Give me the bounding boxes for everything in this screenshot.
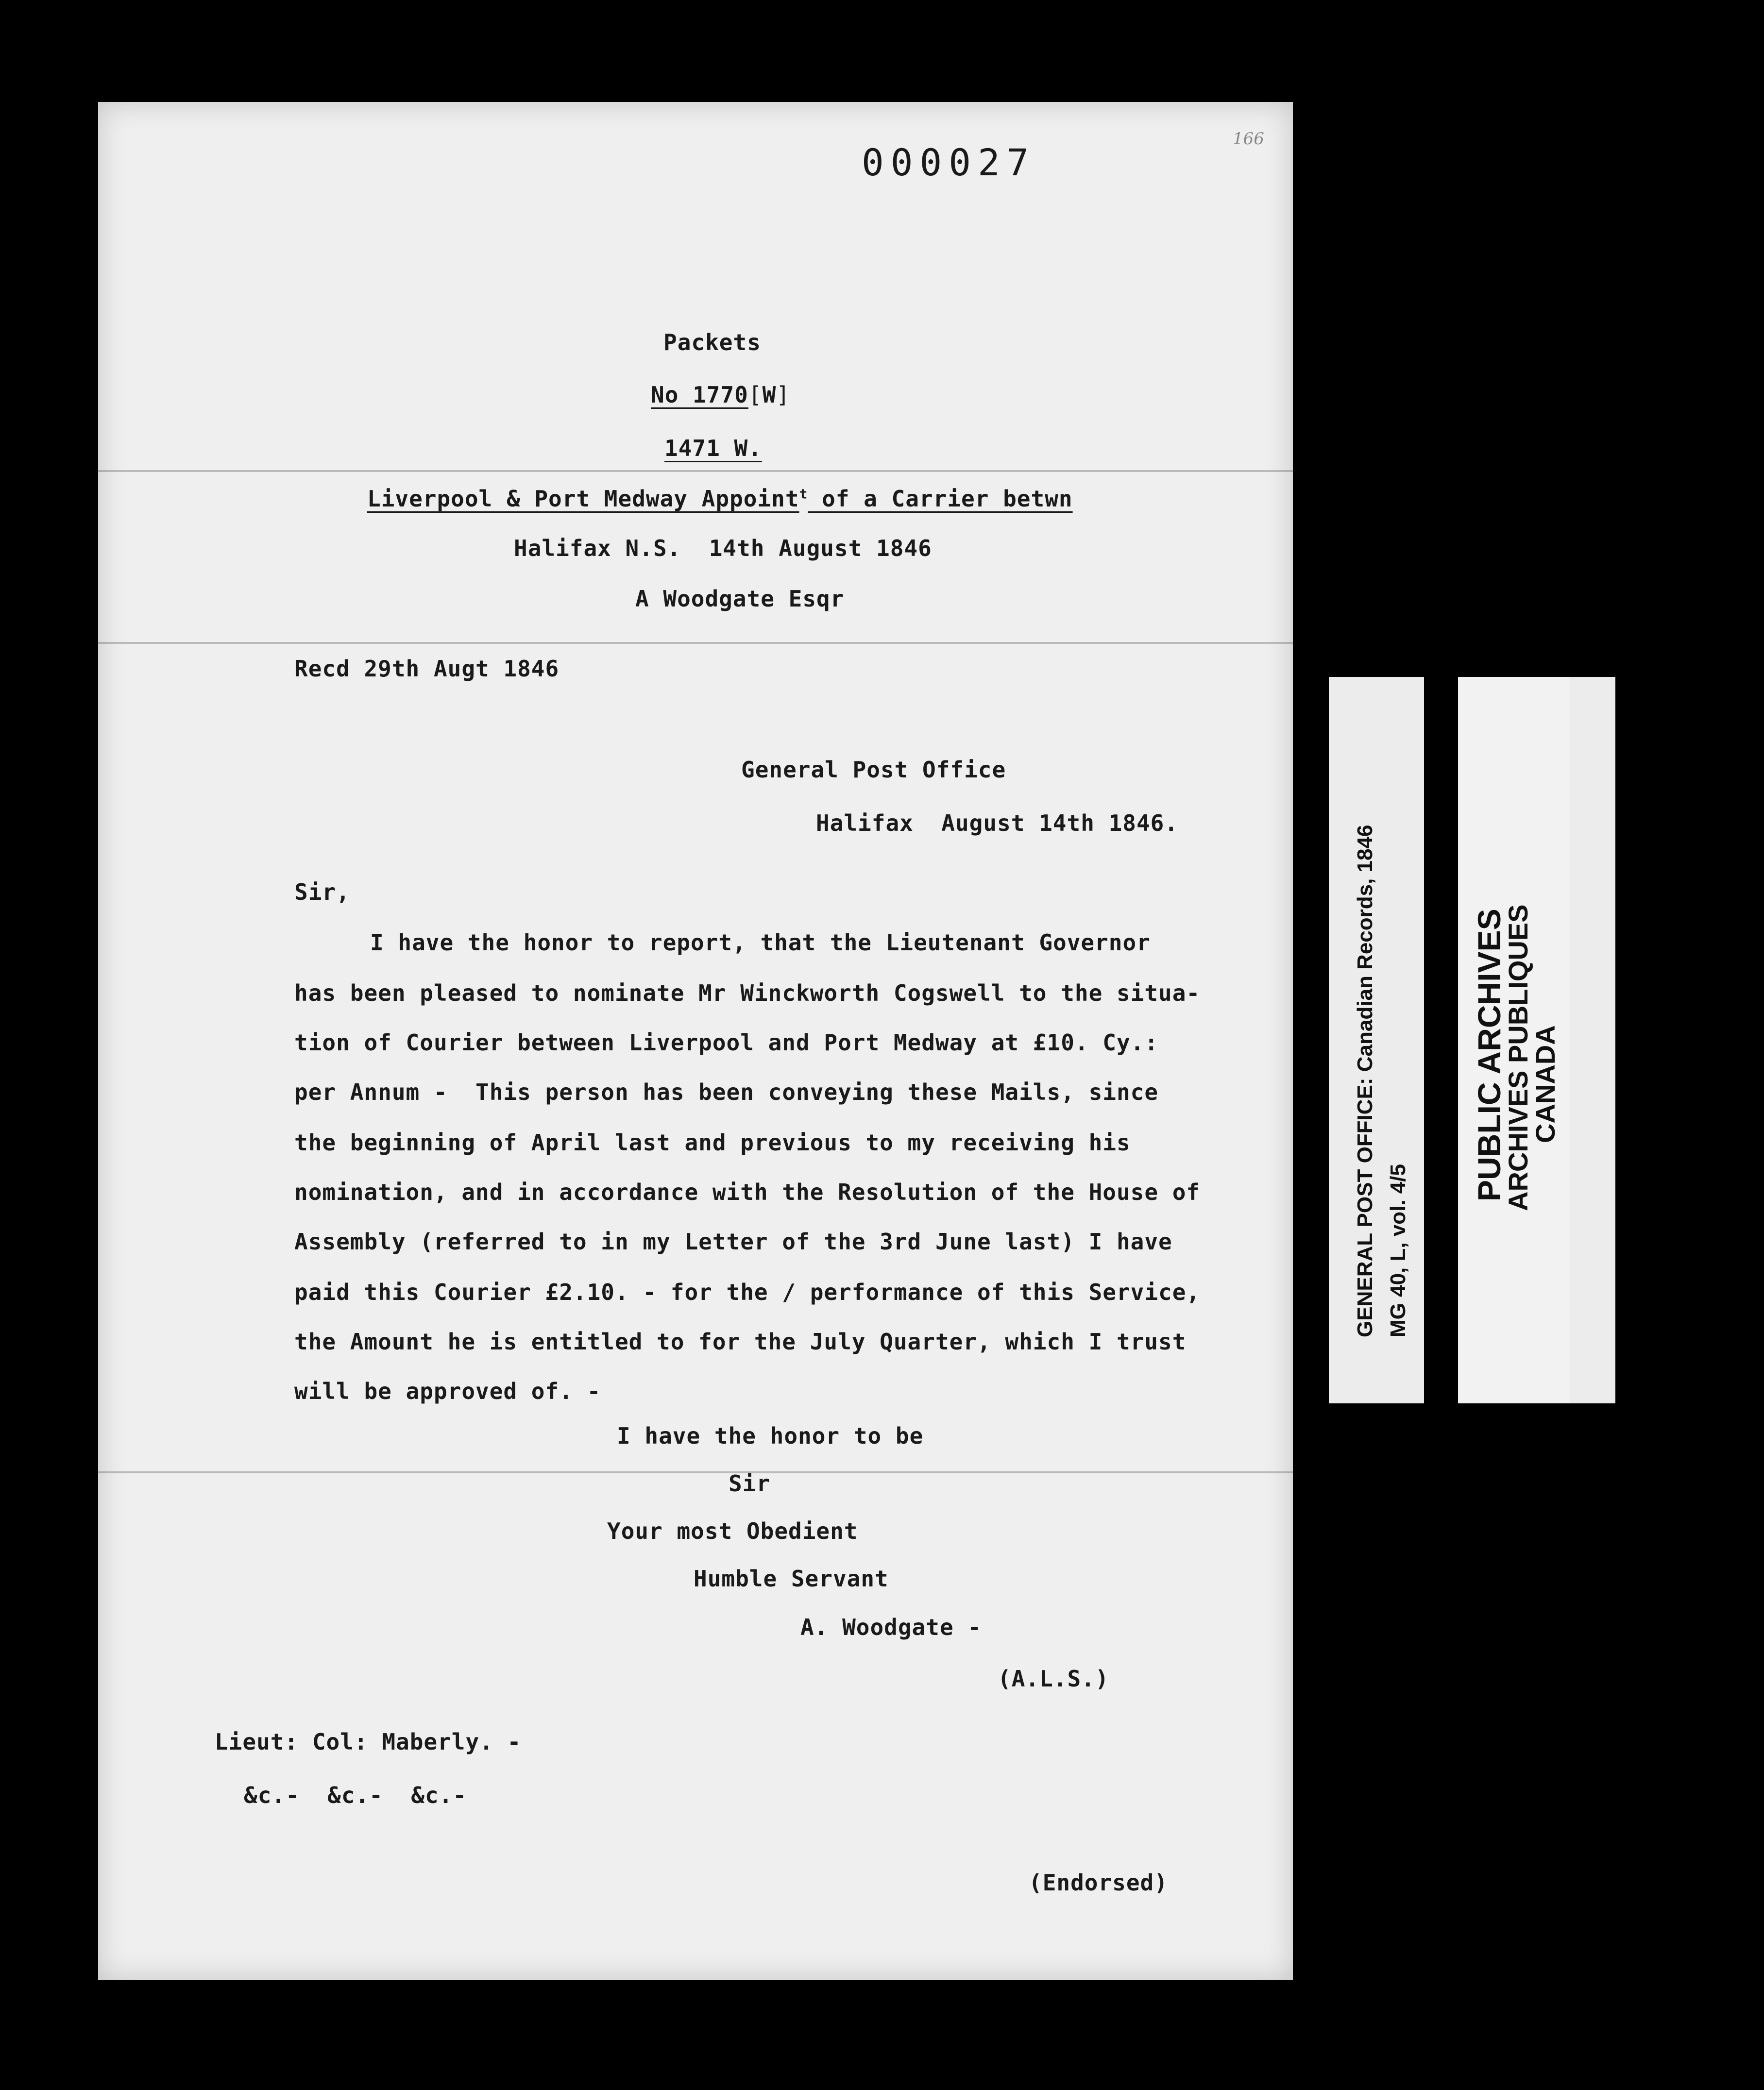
- pencil-folio: 166: [1233, 129, 1264, 149]
- body-line: per Annum - This person has been conveying these Mails, since: [294, 1079, 1159, 1105]
- closing-line: Your most Obedient: [607, 1518, 858, 1544]
- body-line: the Amount he is entitled to for the July Quarter, which I trust: [294, 1329, 1187, 1355]
- closing-line: I have the honor to be: [617, 1423, 924, 1449]
- archive-stamp-line: PUBLIC ARCHIVES: [1471, 909, 1507, 1201]
- docket-from: A Woodgate Esqr: [635, 586, 845, 612]
- docket-sub-number: 1471 W.: [664, 435, 762, 461]
- body-line: Assembly (referred to in my Letter of the 3rd June last) I have: [294, 1229, 1172, 1255]
- body-line: will be approved of. -: [294, 1378, 601, 1404]
- label-edge: [1615, 677, 1640, 1403]
- fold-line: [98, 470, 1293, 472]
- closing-line: Humble Servant: [694, 1566, 889, 1592]
- signature: A. Woodgate -: [800, 1614, 982, 1640]
- document-page: [98, 102, 1293, 1980]
- docket-category: Packets: [663, 329, 761, 355]
- page-number: 000027: [862, 141, 1036, 184]
- archive-stamp-line: CANADA: [1530, 1025, 1560, 1143]
- salutation: Sir,: [294, 879, 350, 905]
- addressee: Lieut: Col: Maberly. -: [215, 1729, 522, 1755]
- body-line: paid this Courier £2.10. - for the / performance of this Service,: [294, 1279, 1201, 1305]
- endorsed-note: (Endorsed): [1029, 1870, 1168, 1896]
- body-line: has been pleased to nominate Mr Winckworth Cogswell to the situa-: [294, 980, 1201, 1006]
- body-line: the beginning of April last and previous to my receiving his: [294, 1129, 1131, 1156]
- docket-place-date: Halifax N.S. 14th August 1846: [514, 535, 932, 561]
- als-note: (A.L.S.): [998, 1666, 1109, 1692]
- body-line: nomination, and in accordance with the Resolution of the House of: [294, 1179, 1201, 1205]
- archive-label: [1329, 677, 1640, 1403]
- archive-reference-line2: MG 40, L, vol. 4/5: [1386, 1163, 1410, 1337]
- addressee-etc: &c.- &c.- &c.-: [244, 1782, 467, 1808]
- docket-subject: Liverpool & Port Medway Appoint$^t$ of a Carrier betwn: [367, 486, 1073, 512]
- letter-date: Halifax August 14th 1846.: [816, 810, 1179, 836]
- closing-line: Sir: [729, 1470, 771, 1497]
- received-date: Recd 29th Augt 1846: [294, 656, 560, 682]
- fold-line: [98, 1471, 1293, 1473]
- fold-line: [98, 642, 1293, 644]
- label-divider: [1424, 677, 1458, 1403]
- body-line: tion of Courier between Liverpool and Port Medway at £10. Cy.:: [294, 1029, 1159, 1056]
- docket-number: No 1770[W]: [651, 382, 790, 408]
- body-line: I have the honor to report, that the Lieutenant Governor: [370, 929, 1151, 956]
- letter-office: General Post Office: [741, 757, 1006, 783]
- archive-reference-line1: GENERAL POST OFFICE: Canadian Records, 1846: [1353, 825, 1377, 1337]
- archive-stamp-line: ARCHIVES PUBLIQUES: [1503, 904, 1533, 1211]
